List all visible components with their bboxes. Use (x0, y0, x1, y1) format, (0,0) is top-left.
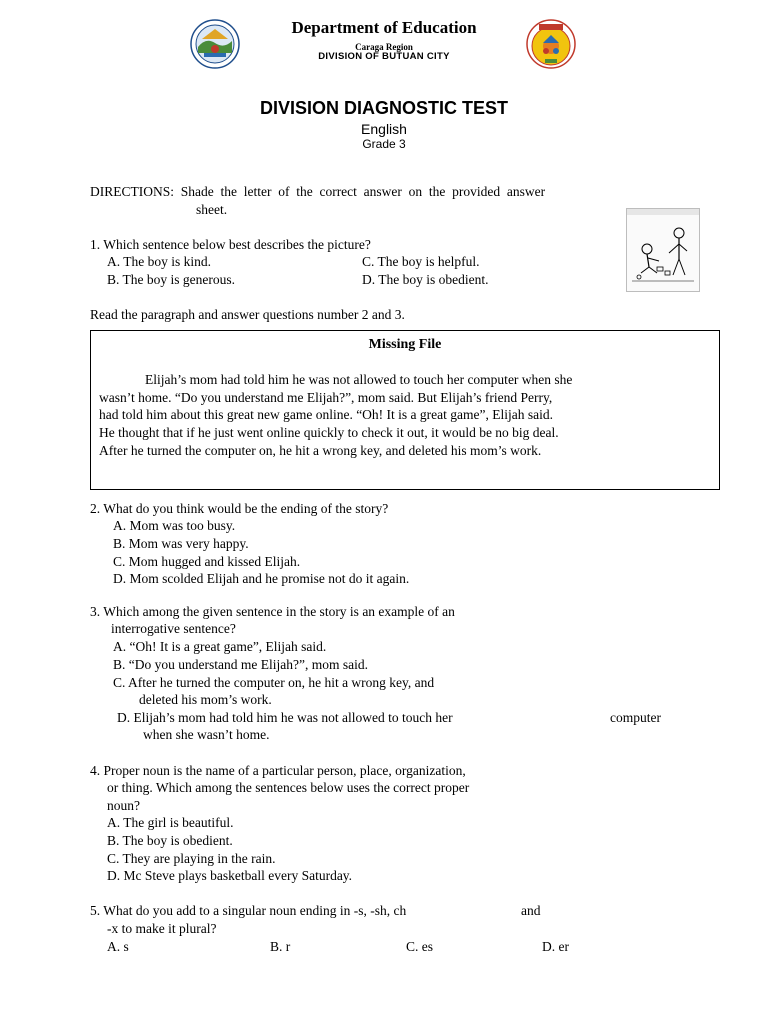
q5-question-line-1: 5. What do you add to a singular noun ending in -s, -sh, ch (90, 903, 407, 918)
q1-option-b: B. The boy is generous. (107, 272, 235, 287)
q1-question: 1. Which sentence below best describes the picture? (90, 237, 371, 252)
q1-option-d: D. The boy is obedient. (362, 272, 489, 287)
q3-option-d-line-2: when she wasn’t home. (143, 727, 270, 742)
test-title: DIVISION DIAGNOSTIC TEST (259, 98, 509, 118)
q3-option-b: B. “Do you understand me Elijah?”, mom said. (113, 657, 368, 672)
q3-question-line-2: interrogative sentence? (111, 621, 236, 636)
directions-line-2: sheet. (196, 202, 228, 217)
read-instruction: Read the paragraph and answer questions number 2 and 3. (90, 307, 405, 322)
passage-line: had told him about this great new game online. “Oh! It is a great game”, Elijah said. (99, 407, 553, 422)
passage-line: Elijah’s mom had told him he was not allowed to touch her computer when she (145, 372, 573, 387)
q2-option-c: C. Mom hugged and kissed Elijah. (113, 554, 301, 569)
passage-title: Missing File (368, 337, 442, 352)
q5-option-c: C. es (406, 939, 433, 954)
q2-option-d: D. Mom scolded Elijah and he promise not do it again. (113, 571, 410, 586)
q4-option-b: B. The boy is obedient. (107, 833, 233, 848)
division-label: DIVISION OF BUTUAN CITY (318, 51, 450, 62)
q3-option-a: A. “Oh! It is a great game”, Elijah said. (113, 639, 327, 654)
q2-option-a: A. Mom was too busy. (113, 518, 236, 533)
passage-line: He thought that if he just went online quickly to check it out, it would be no big deal. (99, 425, 559, 440)
q3-option-c-line-1: C. After he turned the computer on, he hit a wrong key, and (113, 675, 435, 690)
q3-option-d-line-1: D. Elijah’s mom had told him he was not allowed to touch her (117, 710, 453, 725)
q2-question: 2. What do you think would be the ending of the story? (90, 501, 389, 516)
q3-option-c-line-2: deleted his mom’s work. (139, 692, 272, 707)
q1-option-a: A. The boy is kind. (107, 254, 211, 269)
department-title: Department of Education (291, 18, 477, 37)
q4-option-c: C. They are playing in the rain. (107, 851, 276, 866)
q5-question-line-2: -x to make it plural? (107, 921, 217, 936)
q5-question-and: and (521, 903, 541, 918)
q4-option-a: A. The girl is beautiful. (107, 815, 234, 830)
q5-option-d: D. er (542, 939, 569, 954)
passage-line: After he turned the computer on, he hit a wrong key, and deleted his mom’s work. (99, 443, 542, 458)
q5-option-a: A. s (107, 939, 129, 954)
q4-option-d: D. Mc Steve plays basketball every Saturday. (107, 868, 353, 883)
test-grade: Grade 3 (362, 137, 406, 151)
test-subject: English (361, 121, 407, 137)
directions-line-1: DIRECTIONS: Shade the letter of the correct answer on the provided answer (90, 184, 546, 199)
q5-option-b: B. r (270, 939, 291, 954)
q4-question-line-3: noun? (107, 798, 140, 813)
q4-question-line-2: or thing. Which among the sentences below uses the correct proper (107, 780, 470, 795)
q1-option-c: C. The boy is helpful. (362, 254, 480, 269)
q4-question-line-1: 4. Proper noun is the name of a particular person, place, organization, (90, 763, 466, 778)
boys-illustration (626, 208, 700, 292)
q2-option-b: B. Mom was very happy. (113, 536, 249, 551)
q3-option-d-word: computer (610, 710, 661, 725)
region-label: Caraga Region (355, 42, 413, 52)
passage-line: wasn’t home. “Do you understand me Elijah?”, mom said. But Elijah’s friend Perry, (99, 390, 553, 405)
q3-question-line-1: 3. Which among the given sentence in the story is an example of an (90, 604, 455, 619)
